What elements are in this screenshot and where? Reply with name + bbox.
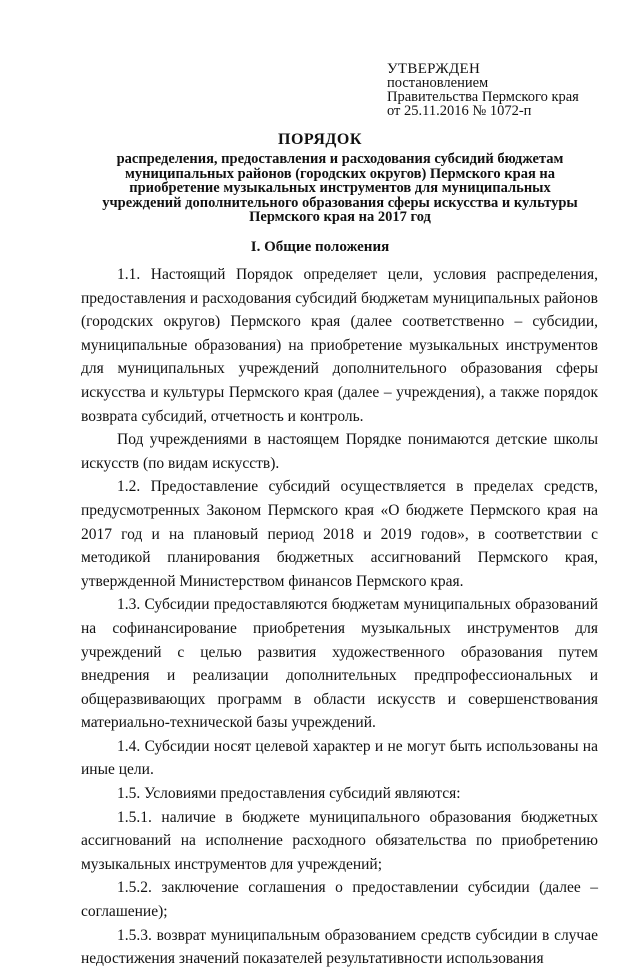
- approval-stamp: [387, 62, 579, 118]
- paragraph: 1.5.2. заключение соглашения о предоставлении субсидии (далее – соглашение);: [81, 879, 598, 921]
- paragraph: 1.5.3. возврат муниципальным образованием средств субсидии в случае недостижения значений показателей результативности использования: [81, 926, 598, 968]
- approval-line: постановлением: [387, 75, 489, 91]
- approval-date: от 25.11.2016 № 1072-п: [387, 103, 532, 119]
- approval-line: Правительства Пермского края: [387, 89, 579, 105]
- document-title: ПОРЯДОК: [278, 131, 362, 148]
- paragraph: 1.5.1. наличие в бюджете муниципального образования бюджетных ассигнований на исполнение расходного обязательства по приобретению музыкальных инструментов для учреждений;: [81, 808, 598, 873]
- section-heading: I. Общие положения: [250, 239, 390, 255]
- document-body: [81, 263, 598, 971]
- paragraph: 1.5. Условиями предоставления субсидий являются:: [117, 785, 461, 803]
- paragraph: 1.4. Субсидии носят целевой характер и не могут быть использованы на иные цели.: [81, 737, 598, 779]
- paragraph: 1.1. Настоящий Порядок определяет цели, условия распределения, предоставления и расходования субсидий бюджетам муниципальных районов (городских округов) Пермского края (далее соответственно – субсидии, муниципальные образования) на приобретение музыкальных инструментов для муниципальных учреждений дополнительного образования сферы искусства и культуры Пермского края (далее – учреждения), а также порядок возврата субсидий, отчетность и контроль.: [81, 266, 598, 425]
- document-subtitle: распределения, предоставления и расходования субсидий бюджетам муниципальных районов (городских округов) Пермского края на приобретение музыкальных инструментов для муниципальных учреждений дополнительного образования сферы искусства и культуры Пермского края на 2017 год: [102, 151, 578, 225]
- paragraph: Под учреждениями в настоящем Порядке понимаются детские школы искусств (по видам искусств).: [81, 431, 598, 472]
- approval-heading: УТВЕРЖДЕН: [387, 61, 481, 77]
- paragraph: 1.3. Субсидии предоставляются бюджетам муниципальных образований на софинансирование приобретения музыкальных инструментов для учреждений с целью развития художественного образования путем внедрения и реализации дополнительных предпрофессиональных и общеразвивающих программ в области искусств и совершенствования материально-технической базы учреждений.: [81, 596, 598, 732]
- paragraph: 1.2. Предоставление субсидий осуществляется в пределах средств, предусмотренных Законом Пермского края «О бюджете Пермского края на 2017 год и на плановый период 2018 и 2019 годов», в соответствии с методикой планирования бюджетных ассигнований Пермского края, утвержденной Министерством финансов Пермского края.: [81, 478, 598, 590]
